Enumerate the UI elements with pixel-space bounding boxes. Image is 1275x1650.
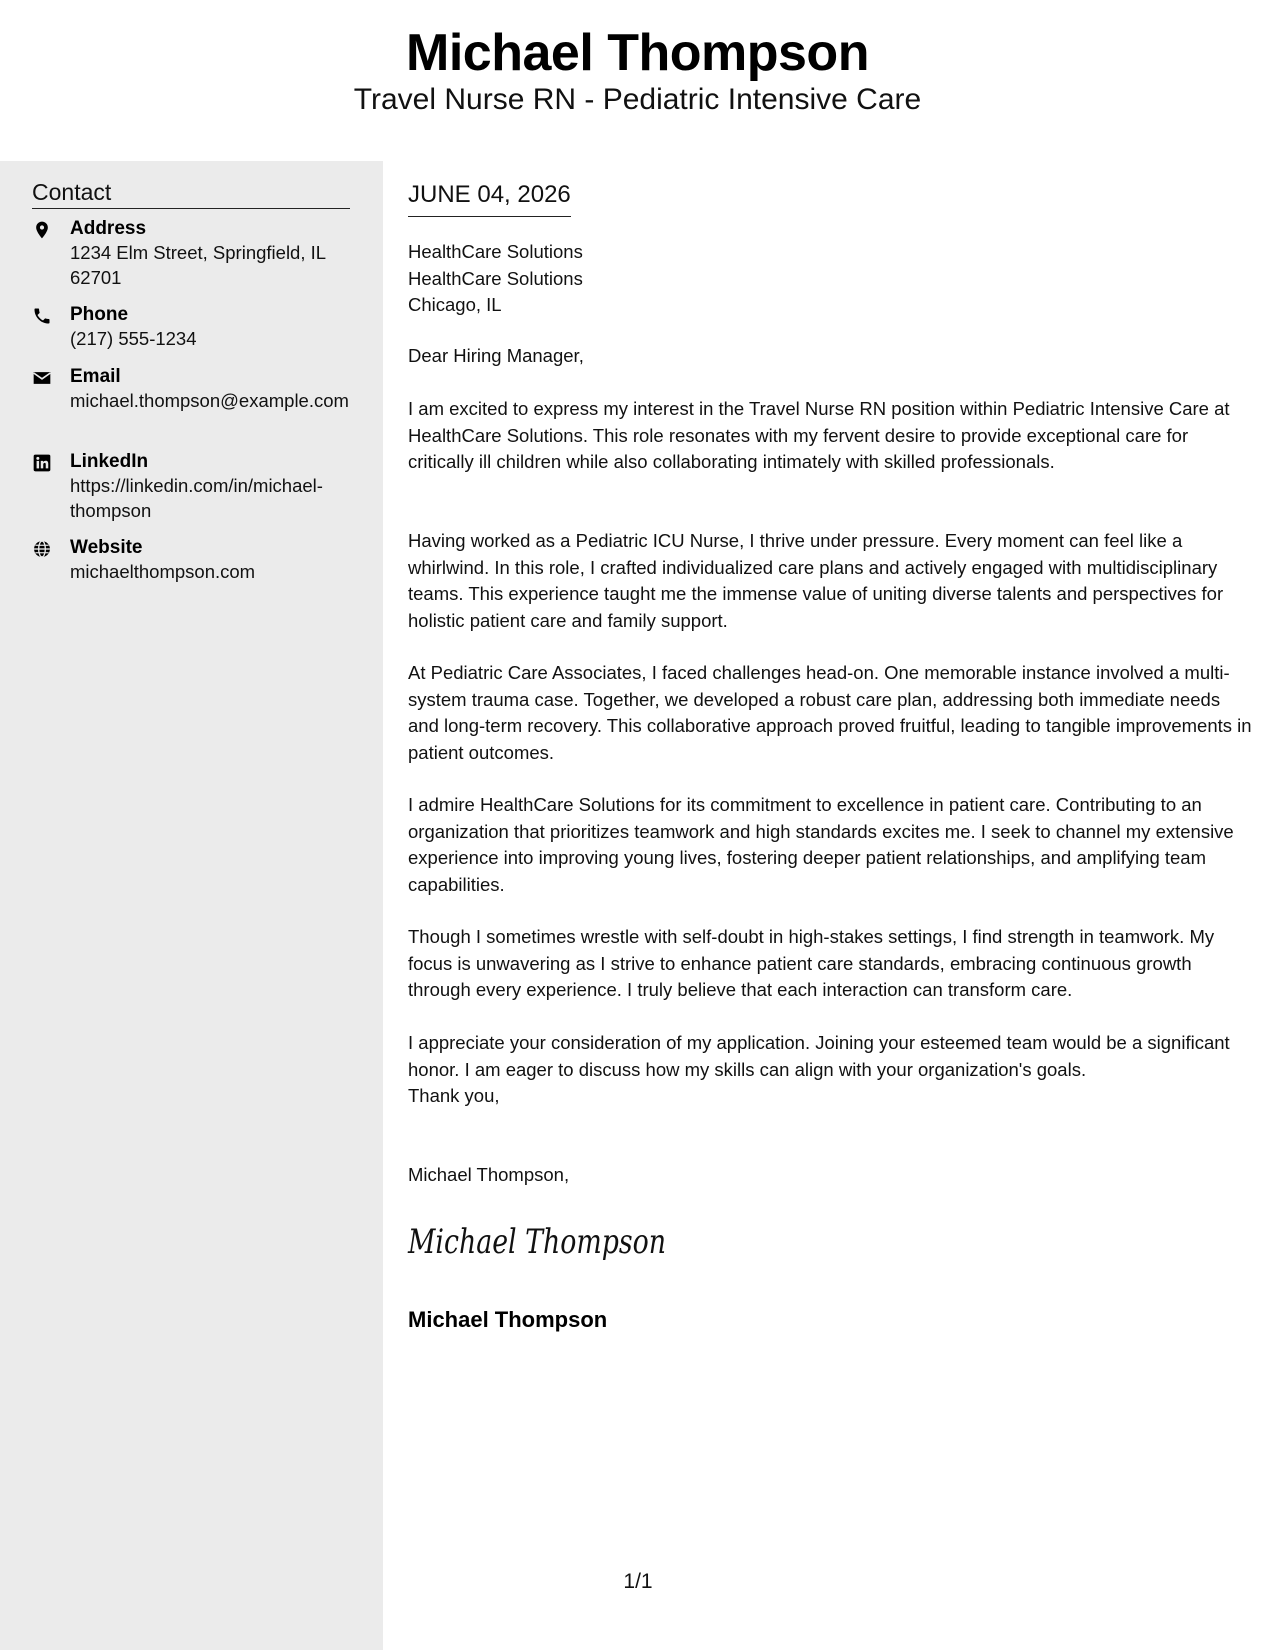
salutation: Dear Hiring Manager, [408,345,584,366]
recipient-line: HealthCare Solutions [408,267,583,289]
linkedin-icon [32,453,54,475]
letter-header [0,0,1275,162]
letter-date: JUNE 04, 2026 [408,179,571,217]
sign-off: Michael Thompson, [408,1164,570,1185]
page-number: 1/1 [623,1570,653,1593]
signature-text: Michael Thompson [407,1222,666,1262]
recipient-block [408,239,583,319]
job-title: Travel Nurse RN - Pediatric Intensive Care [353,83,922,116]
contact-sidebar [0,161,383,1650]
signed-name: Michael Thompson [408,1307,608,1332]
applicant-name: Michael Thompson [406,24,869,82]
body-paragraph: Having worked as a Pediatric ICU Nurse, I thrive under pressure. Every moment can feel like a whirlwind. In this role, I crafted individualized care plans and actively engaged with multidisciplinary teams. This experience taught me the immense value of uniting diverse talents and perspectives for holistic patient care and family support. [408,530,1224,631]
body-paragraph: I am excited to express my interest in the Travel Nurse RN position within Pediatric Intensive Care at HealthCare Solutions. This role resonates with my fervent desire to provide exceptional care for critically ill children while also collaborating intimately with skilled professionals. [408,398,1230,472]
contact-value: 1234 Elm Street, Springfield, IL 62701 [70,242,326,288]
contact-value: https://linkedin.com/in/michael-thompson [70,475,323,521]
contact-value: michael.thompson@example.com [70,390,349,411]
body-paragraph: At Pediatric Care Associates, I faced challenges head-on. One memorable instance involved a multi-system trauma case. Together, we developed a robust care plan, addressing both immediate needs and long-term recovery. This collaborative approach proved fruitful, leading to tangible improvements in patient outcomes. [408,662,1252,763]
contact-label: LinkedIn [70,451,149,472]
contact-value: (217) 555-1234 [70,328,197,349]
contact-value: michaelthompson.com [70,561,256,582]
body-paragraph: I admire HealthCare Solutions for its commitment to excellence in patient care. Contributing to an organization that prioritizes teamwork and high standards excites me. I seek to channel my extensive experience into improving young lives, fostering deeper patient relationships, and amplifying team capabilities. [408,794,1234,895]
contact-label: Website [70,537,143,558]
location-pin-icon [32,220,54,242]
phone-icon [32,306,54,328]
body-paragraph: I appreciate your consideration of my application. Joining your esteemed team would be a significant honor. I am eager to discuss how my skills can align with your organization's goals. [408,1032,1230,1080]
closing: Thank you, [408,1085,500,1106]
envelope-icon [32,368,54,390]
contact-heading: Contact [32,177,350,209]
globe-icon [32,539,54,561]
recipient-line: Chicago, IL [408,294,502,315]
handwritten-signature [408,1217,668,1267]
contact-label: Email [70,366,121,387]
contact-label: Phone [70,304,129,325]
recipient-line: HealthCare Solutions [408,241,583,262]
body-paragraph: Though I sometimes wrestle with self-doubt in high-stakes settings, I find strength in teamwork. My focus is unwavering as I strive to enhance patient care standards, embracing continuous growth through every experience. I truly believe that each interaction can transform care. [408,926,1215,1000]
contact-label: Address [70,218,147,239]
